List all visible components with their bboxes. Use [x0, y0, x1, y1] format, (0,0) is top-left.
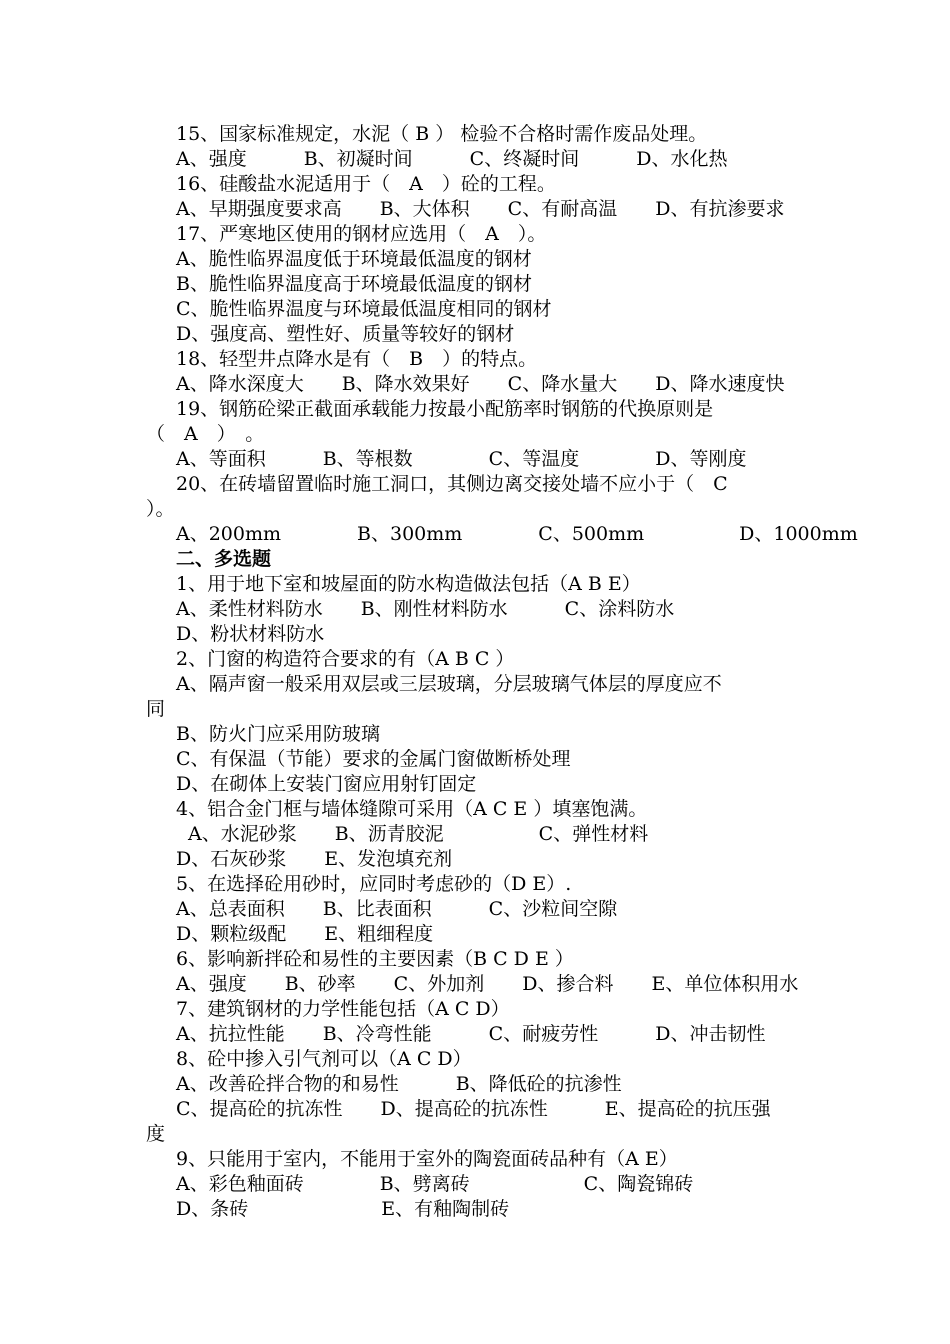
mc-question-4: 4、铝合金门框与墙体缝隙可采用（A C E ）填塞饱满。 — [176, 798, 648, 820]
question-19: 19、钢筋砼梁正截面承载能力按最小配筋率时钢筋的代换原则是 — [176, 398, 714, 420]
question-17: 17、严寒地区使用的钢材应选用（ A ）。 — [176, 223, 547, 245]
question-17-option-d: D、强度高、塑性好、质量等较好的钢材 — [176, 323, 515, 345]
mc-question-5: 5、在选择砼用砂时，应同时考虑砂的（D E）. — [176, 873, 572, 895]
mc-question-5-options-2: D、颗粒级配 E、粗细程度 — [176, 923, 434, 945]
question-20-options: A、200mm B、300mm C、500mm D、1000mm — [176, 523, 858, 545]
mc-question-8: 8、砼中掺入引气剂可以（A C D） — [176, 1048, 472, 1070]
mc-question-6-options: A、强度 B、砂率 C、外加剂 D、掺合料 E、单位体积用水 — [176, 973, 799, 995]
question-19-options: A、等面积 B、等根数 C、等温度 D、等刚度 — [176, 448, 747, 470]
question-17-option-b: B、脆性临界温度高于环境最低温度的钢材 — [176, 273, 532, 295]
mc-question-1: 1、用于地下室和坡屋面的防水构造做法包括（A B E） — [176, 573, 641, 595]
mc-question-2-option-b: B、防火门应采用防玻璃 — [176, 723, 380, 745]
question-16: 16、硅酸盐水泥适用于（ A ）砼的工程。 — [176, 173, 556, 195]
mc-question-2: 2、门窗的构造符合要求的有（A B C ） — [176, 648, 515, 670]
mc-question-4-options: A、水泥砂浆 B、沥青胶泥 C、弹性材料 — [188, 823, 649, 845]
mc-question-5-options: A、总表面积 B、比表面积 C、沙粒间空隙 — [176, 898, 618, 920]
mc-question-7: 7、建筑钢材的力学性能包括（A C D） — [176, 998, 510, 1020]
mc-question-8-options-2-cont: 度 — [146, 1123, 166, 1145]
mc-question-1-options: A、柔性材料防水 B、刚性材料防水 C、涂料防水 — [176, 598, 675, 620]
question-15: 15、国家标准规定，水泥（ B ） 检验不合格时需作废品处理。 — [176, 123, 708, 145]
mc-question-8-options-2: C、提高砼的抗冻性 D、提高砼的抗冻性 E、提高砼的抗压强 — [176, 1098, 771, 1120]
question-17-option-a: A、脆性临界温度低于环境最低温度的钢材 — [176, 248, 532, 270]
mc-question-9-options-2: D、条砖 E、有釉陶制砖 — [176, 1198, 510, 1220]
question-16-options: A、早期强度要求高 B、大体积 C、有耐高温 D、有抗渗要求 — [176, 198, 785, 220]
question-15-options: A、强度 B、初凝时间 C、终凝时间 D、水化热 — [176, 148, 728, 170]
mc-question-8-options: A、改善砼拌合物的和易性 B、降低砼的抗渗性 — [176, 1073, 622, 1095]
mc-question-2-option-a-cont: 同 — [146, 698, 166, 720]
mc-question-2-option-d: D、在砌体上安装门窗应用射钉固定 — [176, 773, 477, 795]
mc-question-2-option-c: C、有保温（节能）要求的金属门窗做断桥处理 — [176, 748, 571, 770]
question-19-cont: （ A ） 。 — [146, 423, 265, 445]
mc-question-9-options: A、彩色釉面砖 B、劈离砖 C、陶瓷锦砖 — [176, 1173, 694, 1195]
mc-question-2-option-a: A、隔声窗一般采用双层或三层玻璃，分层玻璃气体层的厚度应不 — [176, 673, 722, 695]
mc-question-9: 9、只能用于室内，不能用于室外的陶瓷面砖品种有（A E） — [176, 1148, 678, 1170]
mc-question-1-option-d: D、粉状材料防水 — [176, 623, 325, 645]
question-18-options: A、降水深度大 B、降水效果好 C、降水量大 D、降水速度快 — [176, 373, 785, 395]
question-17-option-c: C、脆性临界温度与环境最低温度相同的钢材 — [176, 298, 552, 320]
mc-question-7-options: A、抗拉性能 B、冷弯性能 C、耐疲劳性 D、冲击韧性 — [176, 1023, 766, 1045]
section-heading-multi-choice: 二、多选题 — [176, 548, 272, 570]
mc-question-6: 6、影响新拌砼和易性的主要因素（B C D E ） — [176, 948, 574, 970]
mc-question-4-options-2: D、石灰砂浆 E、发泡填充剂 — [176, 848, 453, 870]
question-20: 20、在砖墙留置临时施工洞口，其侧边离交接处墙不应小于（ C — [176, 473, 728, 495]
question-20-cont: ）。 — [146, 498, 175, 520]
question-18: 18、轻型井点降水是有（ B ）的特点。 — [176, 348, 538, 370]
